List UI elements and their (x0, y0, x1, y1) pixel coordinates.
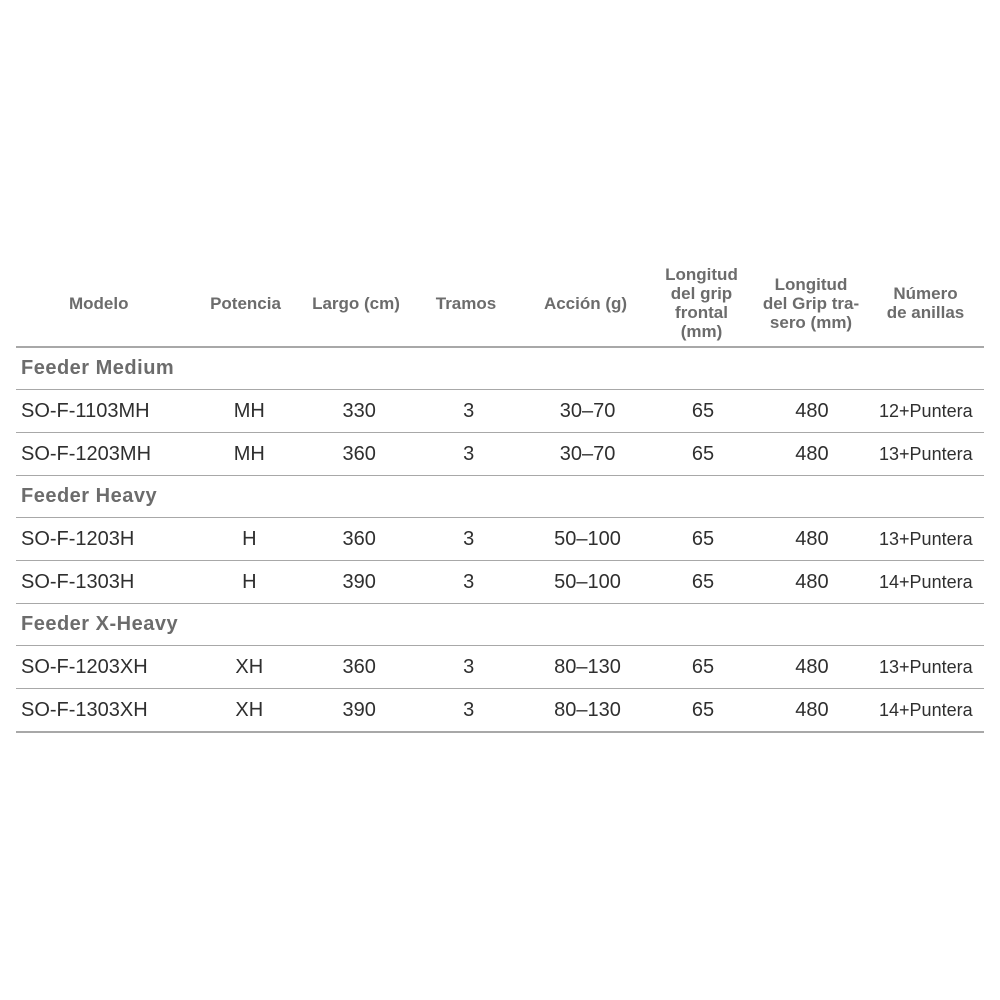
cell-grip-trasero: 480 (795, 655, 829, 678)
cell-grip-trasero: 480 (795, 570, 829, 593)
header-grip-frontal: Longitud del grip frontal (mm) (665, 265, 738, 341)
cell-potencia: MH (233, 442, 265, 465)
cell-tramos: 3 (463, 442, 475, 465)
cell-potencia: H (242, 570, 257, 593)
cell-grip-frontal: 65 (691, 570, 715, 593)
cell-grip-trasero: 480 (795, 527, 829, 550)
table-row (16, 646, 984, 689)
cell-accion: 80–130 (554, 698, 621, 721)
cell-potencia: H (242, 527, 257, 550)
group-title: Feeder Heavy (21, 485, 158, 507)
cell-accion: 80–130 (554, 655, 621, 678)
cell-anillas: 13+Puntera (879, 656, 973, 677)
spec-table (16, 260, 984, 733)
header-accion: Acción (g) (543, 293, 628, 313)
cell-largo: 390 (342, 570, 376, 593)
cell-accion: 30–70 (559, 442, 616, 465)
cell-accion: 50–100 (554, 570, 621, 593)
cell-anillas: 13+Puntera (879, 443, 973, 464)
group-header-feeder-medium (16, 348, 984, 390)
cell-grip-trasero: 480 (795, 442, 829, 465)
cell-largo: 360 (342, 442, 376, 465)
table-header (16, 260, 984, 348)
cell-tramos: 3 (463, 399, 475, 422)
cell-modelo: SO-F-1103MH (21, 399, 150, 422)
header-largo: Largo (cm) (312, 293, 400, 313)
cell-potencia: MH (233, 399, 265, 422)
cell-anillas: 14+Puntera (879, 571, 973, 592)
cell-grip-frontal: 65 (691, 399, 715, 422)
cell-tramos: 3 (463, 527, 475, 550)
cell-largo: 360 (342, 527, 376, 550)
cell-grip-trasero: 480 (795, 698, 829, 721)
cell-largo: 330 (342, 399, 376, 422)
table-row (16, 390, 984, 433)
group-header-feeder-x-heavy (16, 604, 984, 646)
cell-tramos: 3 (463, 570, 475, 593)
table-row (16, 689, 984, 733)
cell-grip-frontal: 65 (691, 698, 715, 721)
cell-largo: 390 (342, 698, 376, 721)
cell-anillas: 13+Puntera (879, 528, 973, 549)
header-tramos: Tramos (435, 293, 497, 313)
cell-grip-frontal: 65 (691, 442, 715, 465)
cell-anillas: 14+Puntera (879, 699, 973, 720)
cell-potencia: XH (235, 655, 264, 678)
table-row (16, 561, 984, 604)
cell-accion: 50–100 (554, 527, 621, 550)
header-modelo: Modelo (69, 293, 129, 313)
header-grip-trasero: Longitud del Grip tra- sero (mm) (762, 274, 860, 332)
group-title: Feeder Medium (21, 357, 175, 379)
cell-grip-frontal: 65 (691, 527, 715, 550)
cell-potencia: XH (235, 698, 264, 721)
cell-tramos: 3 (463, 698, 475, 721)
cell-grip-trasero: 480 (795, 399, 829, 422)
cell-largo: 360 (342, 655, 376, 678)
header-anillas: Número de anillas (886, 284, 965, 322)
cell-anillas: 12+Puntera (879, 400, 973, 421)
cell-modelo: SO-F-1203MH (21, 442, 152, 465)
group-header-feeder-heavy (16, 476, 984, 518)
cell-grip-frontal: 65 (691, 655, 715, 678)
cell-modelo: SO-F-1203H (21, 527, 135, 550)
cell-accion: 30–70 (559, 399, 616, 422)
cell-modelo: SO-F-1303XH (21, 698, 148, 721)
header-potencia: Potencia (210, 293, 281, 313)
table-row (16, 518, 984, 561)
table-row (16, 433, 984, 476)
cell-modelo: SO-F-1303H (21, 570, 135, 593)
cell-tramos: 3 (463, 655, 475, 678)
group-title: Feeder X-Heavy (21, 613, 179, 635)
cell-modelo: SO-F-1203XH (21, 655, 148, 678)
